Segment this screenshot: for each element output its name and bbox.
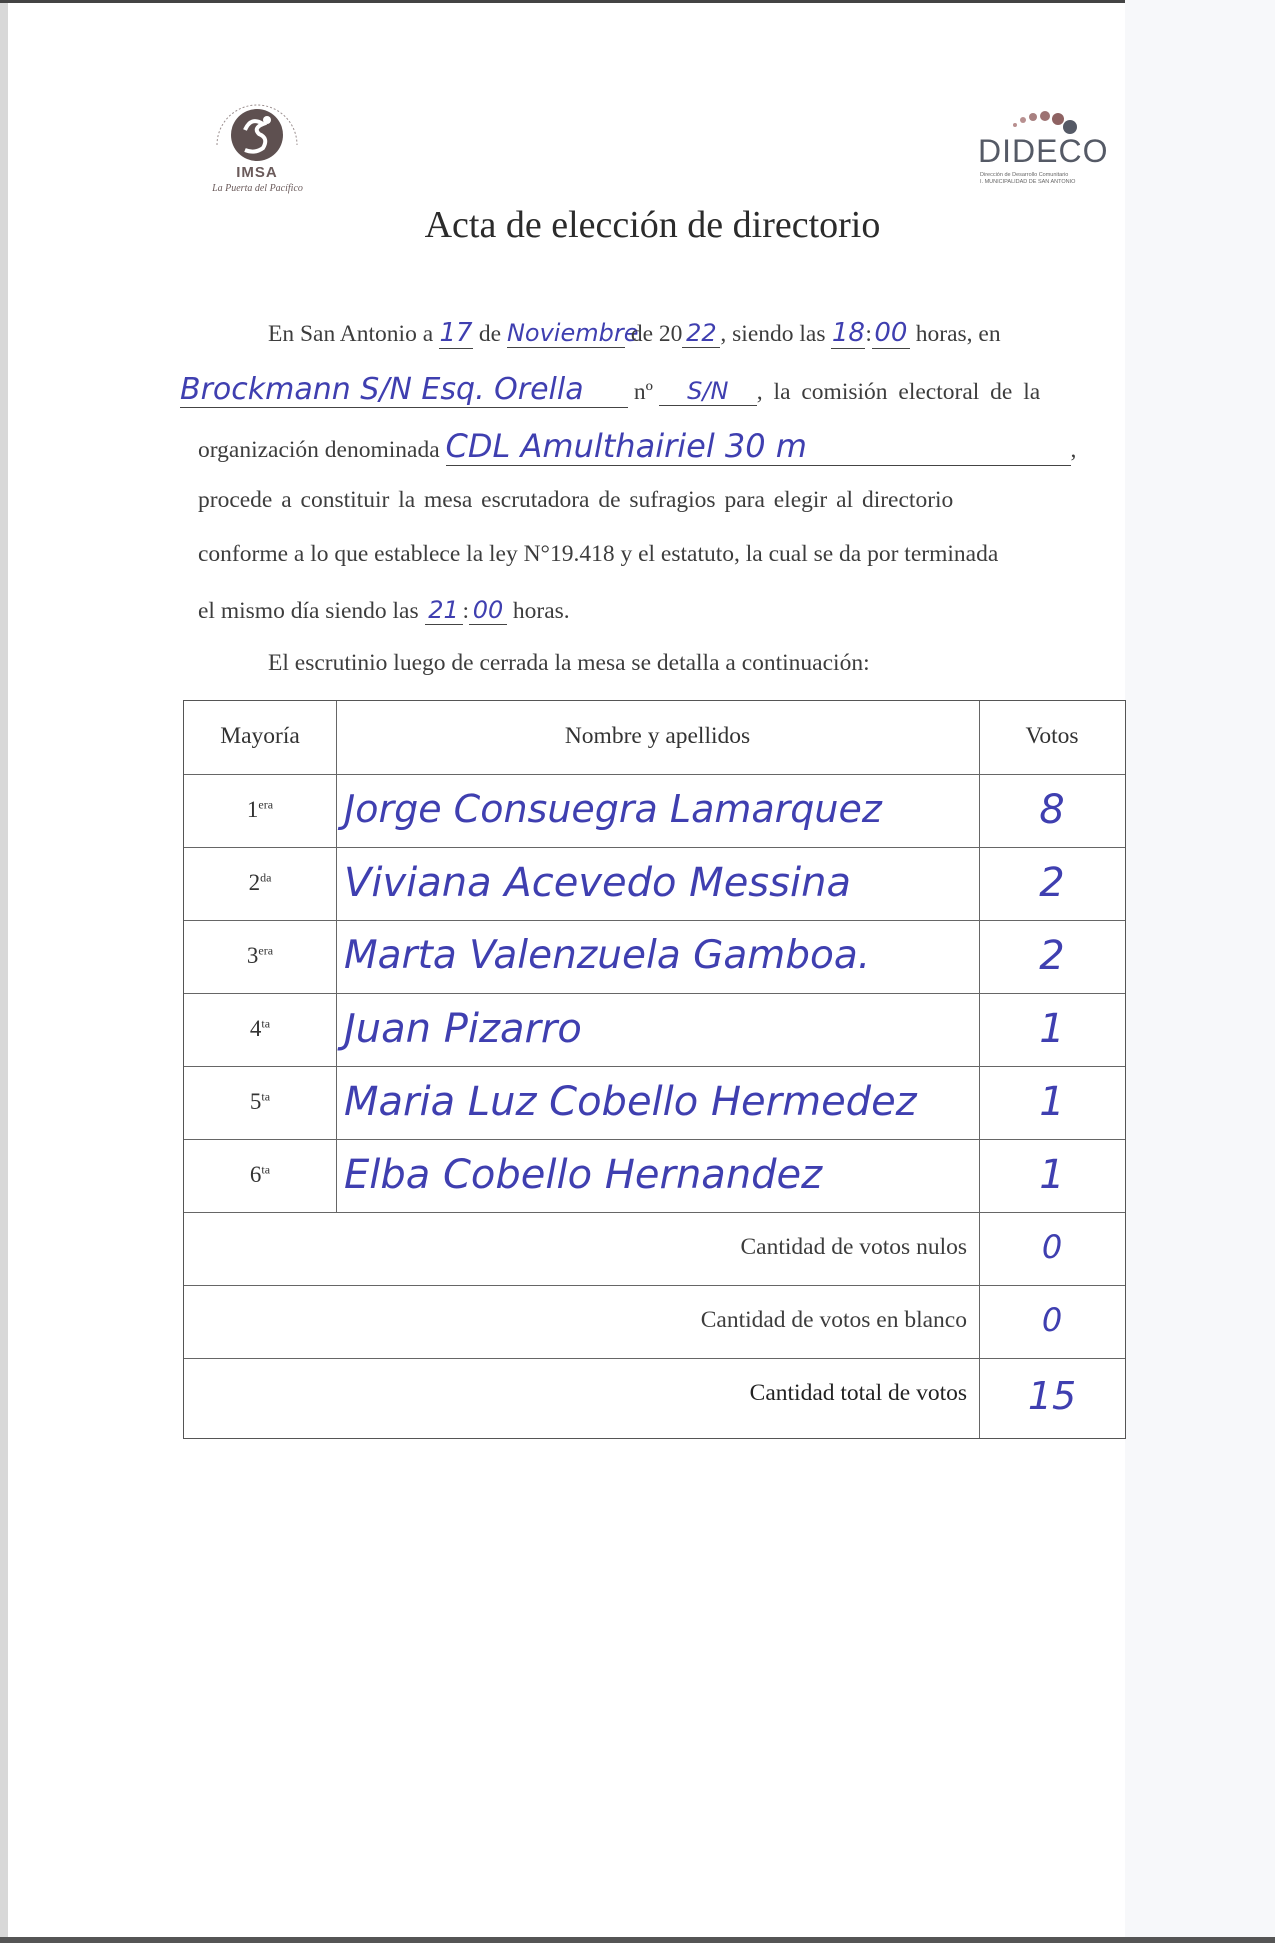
row-4-votes: 1 xyxy=(1039,1006,1065,1052)
text: : xyxy=(865,321,872,347)
start-hour-field: 18 xyxy=(831,318,865,348)
start-minute-field: 00 xyxy=(872,318,910,349)
total-votes-value: 15 xyxy=(1027,1374,1077,1418)
line-1 xyxy=(268,318,1001,349)
line-7: El escrutinio luego de cerrada la mesa se detalla a continuación: xyxy=(268,650,870,676)
text: de xyxy=(478,321,502,347)
dideco-subtitle-1: Dirección de Desarrollo Comunitario xyxy=(980,172,1069,178)
row-6-rank: $6^{ta}$ xyxy=(249,1162,271,1187)
header-rank: Mayoría xyxy=(220,723,300,749)
text: En San Antonio a xyxy=(268,321,434,347)
row-5-name: Maria Luz Cobello Hermedez xyxy=(344,1079,917,1125)
blank-votes-value: 0 xyxy=(1041,1301,1063,1339)
text: horas. xyxy=(512,598,570,624)
dideco-subtitle-2: I. MUNICIPALIDAD DE SAN ANTONIO xyxy=(980,179,1076,185)
scan-edge-top xyxy=(0,0,1125,3)
text: nº xyxy=(633,379,653,405)
line-3 xyxy=(198,427,1076,466)
text: el mismo día siendo las xyxy=(198,598,419,624)
row-2-name: Viviana Acevedo Messina xyxy=(344,860,851,906)
row-3-rank: $3^{era}$ xyxy=(246,943,274,968)
text: , siendo las xyxy=(720,321,826,347)
text: : xyxy=(462,598,470,624)
line-6 xyxy=(198,596,570,625)
null-votes-label: Cantidad de votos nulos xyxy=(740,1234,967,1260)
imsa-logo-slogan: La Puerta del Pacífico xyxy=(212,183,303,194)
scan-shadow-left xyxy=(0,0,8,1943)
row-2-votes: 2 xyxy=(1039,860,1065,906)
imsa-logo-name: IMSA xyxy=(236,164,278,181)
end-hour-field: 21 xyxy=(425,596,463,625)
scan-shadow-right xyxy=(1125,0,1275,1943)
organization-name-field: CDL Amulthairiel 30 m xyxy=(446,427,1071,466)
month-field: Noviembre xyxy=(506,319,639,347)
line-4: procede a constituir la mesa escrutadora de sufragios para elegir al directorio xyxy=(198,487,954,513)
header-votes: Votos xyxy=(1025,723,1079,749)
text: organización denominada xyxy=(198,437,440,463)
row-4-rank: $4^{ta}$ xyxy=(249,1016,271,1041)
text: de 20 xyxy=(630,321,683,347)
header-name: Nombre y apellidos xyxy=(564,723,751,749)
line-5: conforme a lo que establece la ley N°19.418 y el estatuto, la cual se da por terminada xyxy=(198,541,999,567)
row-5-votes: 1 xyxy=(1039,1079,1065,1125)
year-field: 22 xyxy=(682,319,720,348)
blank-votes-label: Cantidad de votos en blanco xyxy=(700,1307,967,1333)
row-3-name: Marta Valenzuela Gamboa. xyxy=(344,933,871,978)
row-1-votes: 8 xyxy=(1039,787,1065,833)
page-title: Acta de elección de directorio xyxy=(424,204,881,246)
text: , la comisión electoral de la xyxy=(756,379,1041,405)
dideco-logo-name: DIDECO xyxy=(978,133,1109,169)
row-5-rank: $5^{ta}$ xyxy=(249,1089,271,1114)
dideco-logo-subtitle xyxy=(980,172,1110,186)
vote-count-table xyxy=(183,700,1126,1439)
text: horas, en xyxy=(915,321,1001,347)
row-3-votes: 2 xyxy=(1039,933,1065,979)
row-2-rank: $2^{da}$ xyxy=(248,870,272,895)
end-minute-field: 00 xyxy=(469,596,507,625)
row-4-name: Juan Pizarro xyxy=(344,1006,582,1052)
scan-edge-bottom xyxy=(0,1937,1275,1943)
row-6-votes: 1 xyxy=(1039,1152,1065,1198)
row-1-rank: $1^{era}$ xyxy=(246,797,274,822)
address-field: Brockmann S/N Esq. Orella xyxy=(180,372,628,408)
text: , xyxy=(1070,437,1077,463)
row-6-name: Elba Cobello Hernandez xyxy=(344,1152,823,1198)
line-2 xyxy=(180,372,1110,408)
day-field: 17 xyxy=(439,318,473,348)
null-votes-value: 0 xyxy=(1041,1228,1063,1266)
row-1-name: Jorge Consuegra Lamarquez xyxy=(344,787,882,831)
total-votes-label: Cantidad total de votos xyxy=(749,1380,967,1406)
number-field: S/N xyxy=(659,377,757,406)
